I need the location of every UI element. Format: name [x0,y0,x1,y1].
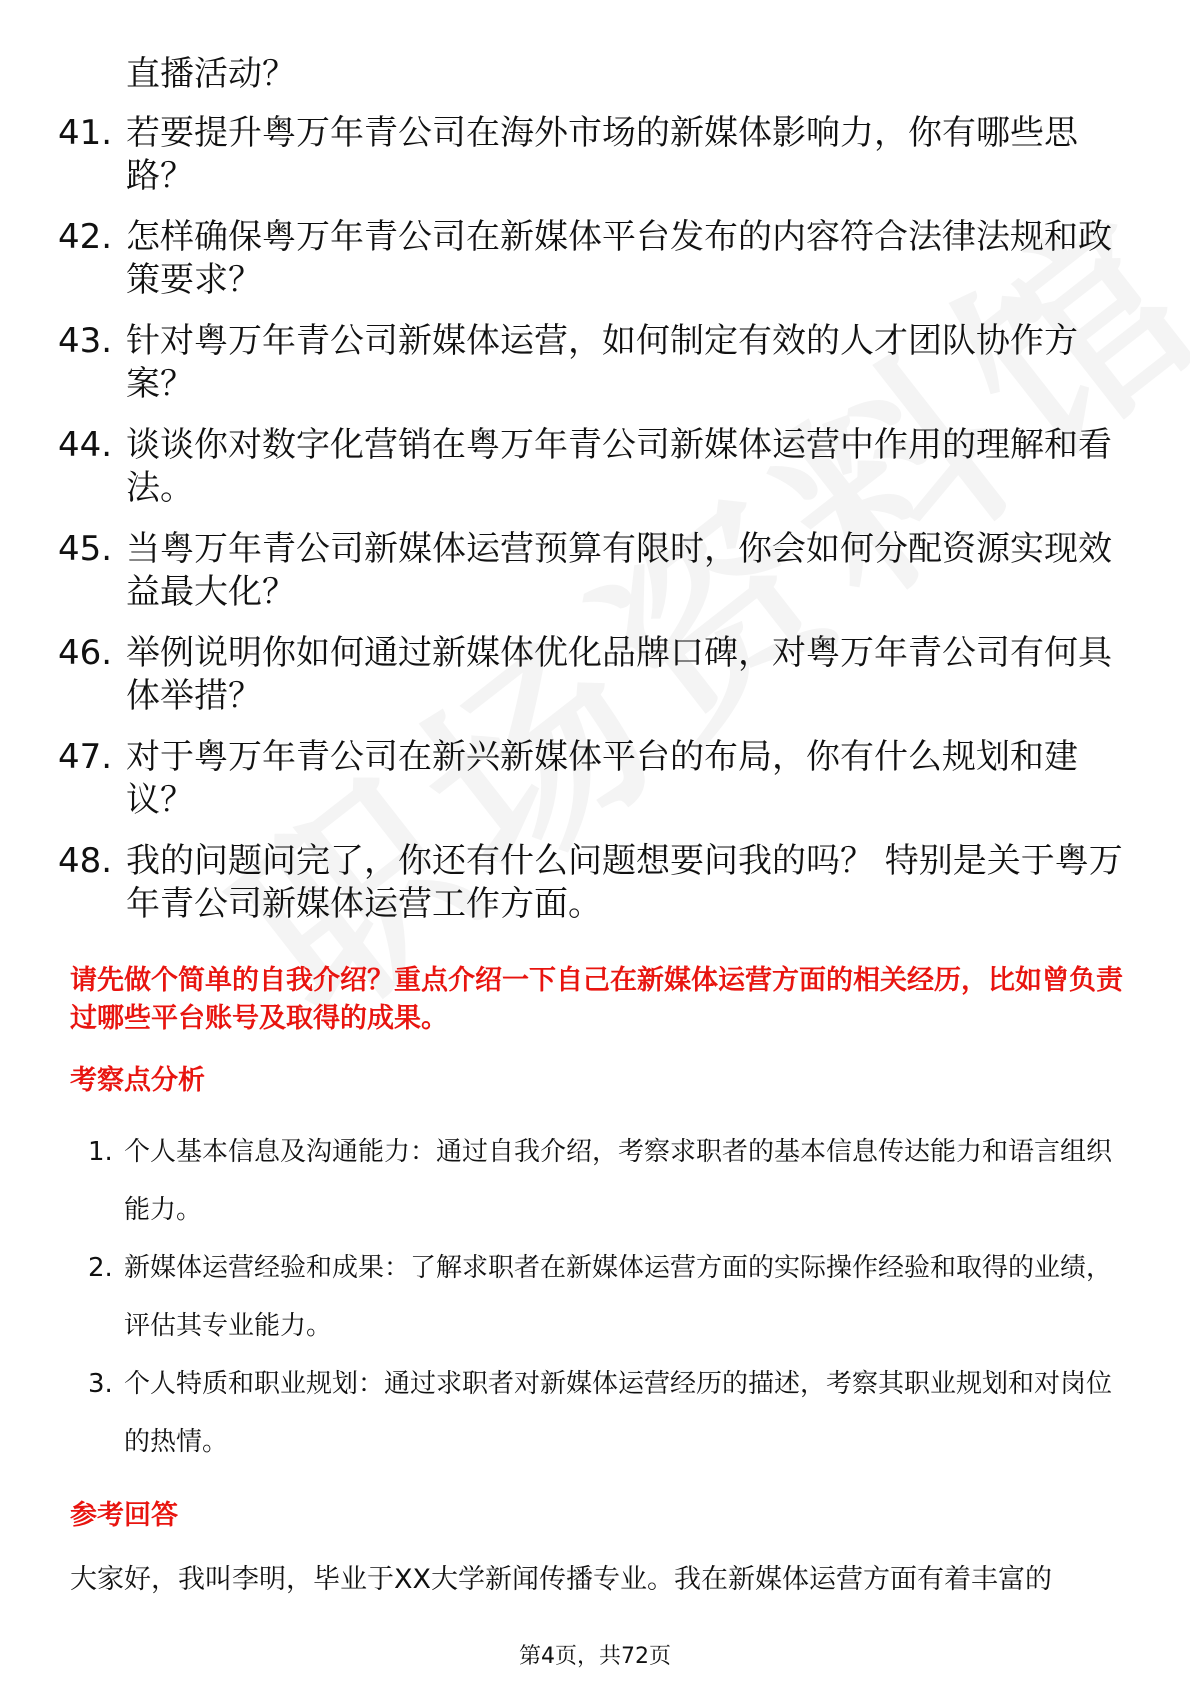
analysis-list [88,1123,1128,1471]
analysis-item [88,1239,1128,1355]
question-item [58,216,1118,302]
question-text: 若要提升粤万年青公司在海外市场的新媒体影响力，你有哪些思路？ [126,113,1078,196]
question-item [58,736,1118,822]
question-text: 谈谈你对数字化营销在粤万年青公司新媒体运营中作用的理解和看法。 [126,425,1112,508]
analysis-item [88,1355,1128,1471]
analysis-number: 3. [88,1369,113,1399]
question-number: 43. [58,321,113,361]
question-number: 48. [58,841,113,881]
question-number: 47. [58,737,113,777]
analysis-text: 个人特质和职业规划：通过求职者对新媒体运营经历的描述，考察其职业规划和对岗位的热情。 [124,1369,1113,1457]
reference-answer: 大家好，我叫李明，毕业于XX大学新闻传播专业。我在新媒体运营方面有着丰富的 [70,1564,1052,1595]
analysis-text: 个人基本信息及沟通能力：通过自我介绍，考察求职者的基本信息传达能力和语言组织能力。 [124,1137,1113,1225]
question-text: 我的问题问完了，你还有什么问题想要问我的吗？ 特别是关于粤万年青公司新媒体运营工作方面。 [126,841,1123,924]
question-number: 42. [58,217,113,257]
question-number: 46. [58,633,113,673]
question-item [58,632,1118,718]
question-text: 针对粤万年青公司新媒体运营，如何制定有效的人才团队协作方案？ [126,321,1078,404]
question-item [58,424,1118,510]
question-item [58,112,1118,198]
analysis-text: 新媒体运营经验和成果：了解求职者在新媒体运营方面的实际操作经验和取得的业绩，评估其专业能力。 [124,1253,1113,1341]
question-text: 举例说明你如何通过新媒体优化品牌口碑，对粤万年青公司有何具体举措？ [126,633,1112,716]
question-number: 41. [58,113,113,153]
analysis-number: 2. [88,1253,113,1283]
page-footer: 第4页，共72页 [519,1644,671,1669]
question-text: 怎样确保粤万年青公司在新媒体平台发布的内容符合法律法规和政策要求？ [126,217,1112,300]
highlight-question: 请先做个简单的自我介绍？重点介绍一下自己在新媒体运营方面的相关经历，比如曾负责过哪些平台账号及取得的成果。 [70,965,1123,1034]
question-continuation: 直播活动？ [126,54,296,94]
question-number: 45. [58,529,113,569]
analysis-item [88,1123,1128,1239]
question-item [58,528,1118,614]
analysis-heading: 考察点分析 [70,1065,205,1096]
question-item [58,320,1118,406]
question-text: 当粤万年青公司新媒体运营预算有限时，你会如何分配资源实现效益最大化？ [126,529,1112,612]
question-number: 44. [58,425,113,465]
question-list [58,112,1123,944]
question-item [58,840,1123,926]
question-text: 对于粤万年青公司在新兴新媒体平台的布局，你有什么规划和建议？ [126,737,1078,820]
reference-heading: 参考回答 [70,1500,178,1531]
analysis-number: 1. [88,1137,113,1167]
